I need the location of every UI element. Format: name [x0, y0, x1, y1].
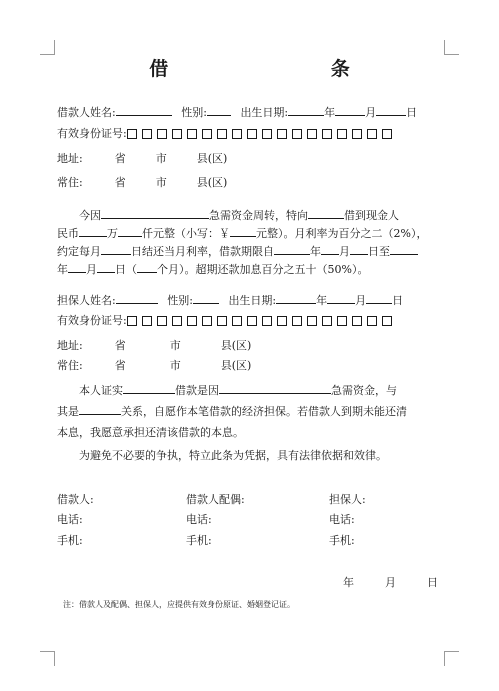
id-digit-box[interactable]	[337, 316, 347, 326]
borrower-birth-month-field[interactable]	[335, 104, 365, 116]
loan-text: 今因	[79, 209, 101, 222]
loan-terms-paragraph	[57, 207, 442, 279]
county-label: 县(区)	[220, 339, 252, 352]
monthly-day-field[interactable]	[101, 243, 131, 255]
id-digit-box[interactable]	[292, 316, 302, 326]
id-digit-box[interactable]	[262, 316, 272, 326]
loan-text: 日至	[368, 245, 390, 258]
guarantor-signature-label: 担保人:	[329, 493, 366, 506]
statement-text: 本息，我愿意承担还清该借款的本息。	[57, 426, 244, 439]
id-digit-box[interactable]	[352, 129, 362, 139]
city-label: 市	[169, 339, 181, 352]
borrower-gender-field[interactable]	[207, 104, 231, 116]
id-digit-box[interactable]	[322, 316, 332, 326]
borrower-id-boxes[interactable]	[127, 129, 397, 143]
guarantor-name-label: 担保人姓名:	[57, 294, 116, 307]
guarantor-id-label: 有效身份证号:	[57, 314, 127, 327]
id-digit-box[interactable]	[247, 129, 257, 139]
spouse-phone-label: 电话:	[186, 513, 212, 526]
city-label: 市	[155, 152, 167, 165]
loan-text: 万	[107, 227, 118, 240]
guarantor-resident-label: 常住:	[57, 359, 83, 372]
guarantor-address-line	[57, 339, 251, 353]
id-digit-box[interactable]	[307, 316, 317, 326]
guarantor-birth-year-field[interactable]	[276, 292, 316, 304]
id-digit-box[interactable]	[367, 316, 377, 326]
end-month-field[interactable]	[68, 261, 86, 273]
loan-text: 民币	[57, 227, 79, 240]
borrower-id-label: 有效身份证号:	[57, 127, 127, 140]
date-year-label: 年	[343, 576, 354, 589]
year-label: 年	[316, 294, 328, 307]
id-digit-box[interactable]	[172, 129, 182, 139]
loan-text: 个月）。超期还款加息百分之五十（50%）。	[157, 263, 369, 276]
loan-text: 元整）。月利率为百分之二（2%），	[256, 227, 428, 240]
start-day-field[interactable]	[350, 243, 368, 255]
id-digit-box[interactable]	[232, 129, 242, 139]
spouse-mobile-label: 手机:	[186, 534, 212, 547]
loan-text: 约定每月	[57, 245, 101, 258]
loan-text: 月	[86, 263, 97, 276]
borrower-mobile-label: 手机:	[57, 534, 83, 547]
date-day-label: 日	[427, 576, 438, 589]
loan-reason-field[interactable]	[219, 382, 331, 394]
id-digit-box[interactable]	[217, 129, 227, 139]
id-digit-box[interactable]	[367, 129, 377, 139]
legal-validity-text: 为避免不必要的争执，特立此条为凭据，具有法律依据和效律。	[79, 449, 387, 462]
borrower-birth-year-field[interactable]	[288, 104, 324, 116]
borrower-birth-day-field[interactable]	[376, 104, 406, 116]
guarantor-mobile-label: 手机:	[329, 534, 355, 547]
guarantor-birth-day-field[interactable]	[366, 292, 392, 304]
id-digit-box[interactable]	[187, 316, 197, 326]
guarantor-id-boxes[interactable]	[127, 316, 397, 330]
id-digit-box[interactable]	[232, 316, 242, 326]
loan-text: 日（	[115, 263, 137, 276]
id-digit-box[interactable]	[292, 129, 302, 139]
amount-numeric-field[interactable]	[230, 225, 256, 237]
month-label: 月	[355, 294, 367, 307]
id-digit-box[interactable]	[277, 129, 287, 139]
loan-text: 月	[339, 245, 350, 258]
province-label: 省	[114, 152, 126, 165]
document-title: 借 条	[149, 58, 428, 80]
date-month-label: 月	[385, 576, 396, 589]
borrower-name-label: 借款人姓名:	[57, 106, 116, 119]
guarantor-gender-field[interactable]	[193, 292, 219, 304]
statement-text: 关系，自愿作本笔借款的经济担保。若借款人到期未能还清	[121, 405, 407, 418]
term-months-field[interactable]	[137, 261, 157, 273]
guarantor-id-line	[57, 314, 397, 330]
id-digit-box[interactable]	[217, 316, 227, 326]
start-month-field[interactable]	[321, 243, 339, 255]
county-label: 县(区)	[196, 176, 228, 189]
province-label: 省	[114, 359, 126, 372]
corner-mark-top-left	[40, 40, 55, 55]
loan-text: 年	[310, 245, 321, 258]
id-digit-box[interactable]	[322, 129, 332, 139]
day-label: 日	[406, 106, 418, 119]
borrower-birth-label: 出生日期:	[240, 106, 289, 119]
id-digit-box[interactable]	[307, 129, 317, 139]
borrower-name-field[interactable]	[116, 104, 172, 116]
statement-text: 本人证实	[79, 384, 123, 397]
statement-text: 借款是因	[175, 384, 219, 397]
id-digit-box[interactable]	[142, 129, 152, 139]
id-digit-box[interactable]	[202, 316, 212, 326]
id-digit-box[interactable]	[202, 129, 212, 139]
borrower-name-confirm-field[interactable]	[123, 382, 175, 394]
guarantor-resident-line	[57, 359, 251, 373]
corner-mark-bottom-left	[40, 651, 55, 666]
id-digit-box[interactable]	[262, 129, 272, 139]
loan-text: 年	[57, 263, 68, 276]
month-label: 月	[365, 106, 377, 119]
guarantor-birth-label: 出生日期:	[228, 294, 277, 307]
borrower-address-label: 地址:	[57, 152, 83, 165]
loan-text: 仟元整（小写：￥	[142, 227, 230, 240]
loan-purpose-field[interactable]	[101, 207, 209, 219]
province-label: 省	[114, 339, 126, 352]
county-label: 县(区)	[220, 359, 252, 372]
id-digit-box[interactable]	[337, 129, 347, 139]
city-label: 市	[155, 176, 167, 189]
start-year-field[interactable]	[274, 243, 310, 255]
relationship-field[interactable]	[79, 403, 121, 415]
borrower-gender-label: 性别:	[181, 106, 207, 119]
id-digit-box[interactable]	[157, 129, 167, 139]
id-digit-box[interactable]	[127, 129, 137, 139]
corner-mark-bottom-right	[444, 651, 459, 666]
guarantor-gender-label: 性别:	[167, 294, 193, 307]
borrower-resident-line	[57, 176, 227, 190]
statement-text: 急需资金，与	[331, 384, 397, 397]
id-digit-box[interactable]	[187, 129, 197, 139]
lender-name-field[interactable]	[308, 207, 344, 219]
guarantor-address-label: 地址:	[57, 339, 83, 352]
borrower-name-line	[57, 104, 417, 120]
id-digit-box[interactable]	[127, 316, 137, 326]
id-digit-box[interactable]	[277, 316, 287, 326]
id-digit-box[interactable]	[352, 316, 362, 326]
borrower-phone-label: 电话:	[57, 513, 83, 526]
amount-wan-field[interactable]	[79, 225, 107, 237]
guarantor-name-line	[57, 292, 403, 308]
loan-text: 借到现金人	[344, 209, 399, 222]
borrower-signature-label: 借款人:	[57, 493, 94, 506]
end-year-field[interactable]	[390, 243, 418, 255]
guarantee-statement	[57, 380, 442, 466]
guarantor-name-field[interactable]	[116, 292, 158, 304]
end-day-field[interactable]	[97, 261, 115, 273]
city-label: 市	[169, 359, 181, 372]
spouse-signature-label: 借款人配偶:	[186, 493, 245, 506]
id-digit-box[interactable]	[142, 316, 152, 326]
corner-mark-top-right	[444, 40, 459, 55]
id-digit-box[interactable]	[382, 316, 392, 326]
id-digit-box[interactable]	[157, 316, 167, 326]
county-label: 县(区)	[196, 152, 228, 165]
borrower-resident-label: 常住:	[57, 176, 83, 189]
footnote: 注：借款人及配偶、担保人，应提供有效身份原证、婚姻登记证。	[63, 600, 295, 609]
guarantor-phone-label: 电话:	[329, 513, 355, 526]
day-label: 日	[392, 294, 404, 307]
borrower-address-line	[57, 152, 227, 166]
loan-text: 急需资金周转，特向	[209, 209, 308, 222]
id-digit-box[interactable]	[247, 316, 257, 326]
guarantor-birth-month-field[interactable]	[327, 292, 355, 304]
year-label: 年	[324, 106, 336, 119]
id-digit-box[interactable]	[382, 129, 392, 139]
id-digit-box[interactable]	[172, 316, 182, 326]
province-label: 省	[114, 176, 126, 189]
loan-text: 日结还当月利率，借款期限自	[131, 245, 274, 258]
borrower-id-line	[57, 127, 397, 143]
amount-qian-field[interactable]	[118, 225, 142, 237]
statement-text: 其是	[57, 405, 79, 418]
